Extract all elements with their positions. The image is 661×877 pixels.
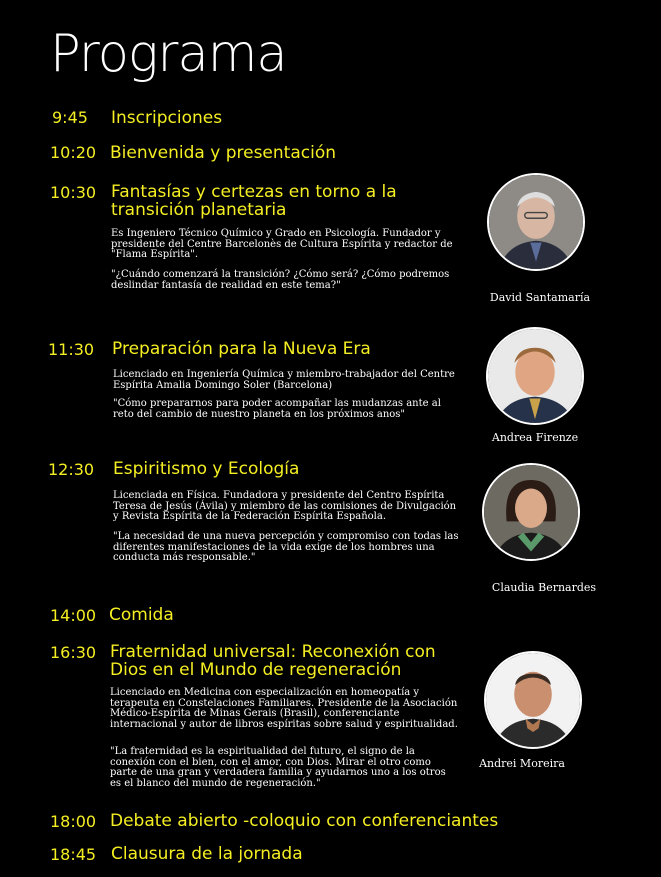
- session-title: transición planetaria: [111, 200, 287, 220]
- speaker-name: Andrei Moreira: [479, 757, 565, 770]
- session-time: 11:30: [48, 340, 95, 359]
- session-quote: "La fraternidad es la espiritualidad del futuro, el signo de la conexión con el bien, con el amor, con Dios. Mirar el otro como parte de una gran y verdadera familia y ayudarnos uno a los otros es el blanco del mundo de regeneración.": [110, 746, 446, 789]
- session-title: Fraternidad universal: Reconexión con: [110, 642, 436, 662]
- session-time: 9:45: [52, 108, 88, 127]
- speaker-photo: [484, 651, 582, 749]
- session-time: 18:00: [50, 812, 97, 831]
- session-time: 12:30: [48, 460, 95, 479]
- speaker-photo: [482, 463, 580, 561]
- speaker-photo: [487, 173, 585, 271]
- session-title: Clausura de la jornada: [111, 844, 303, 864]
- session-title: Bienvenida y presentación: [110, 143, 336, 163]
- speaker-bio: Es Ingeniero Técnico Químico y Grado en Psicología. Fundador y presidente del Centre Barcelonès de Cultura Espírita y redactor de "Flama Espírita".: [111, 228, 453, 260]
- session-time: 18:45: [50, 845, 97, 864]
- session-title: Debate abierto -coloquio con conferenciantes: [110, 811, 499, 831]
- session-quote: "¿Cuándo comenzará la transición? ¿Cómo será? ¿Cómo podremos deslindar fantasía de realidad en este tema?": [111, 269, 450, 291]
- session-title: Espiritismo y Ecología: [113, 459, 300, 479]
- speaker-name: David Santamaría: [489, 291, 591, 304]
- session-title: Inscripciones: [111, 108, 223, 128]
- session-time: 10:20: [50, 143, 97, 162]
- speaker-bio: Licenciada en Física. Fundadora y presidente del Centro Espírita Teresa de Jesús (Ávila) y miembro de las comisiones de Divulgación y Revista Espírita de la Federación Espírita Española.: [113, 490, 457, 522]
- session-time: 10:30: [50, 183, 97, 202]
- session-title: Comida: [109, 605, 174, 625]
- speaker-bio: Licenciado en Ingeniería Química y miembro-trabajador del Centre Espírita Amalia Domingo Soler (Barcelona): [113, 369, 455, 391]
- speaker-name: Andrea Firenze: [491, 431, 579, 444]
- page-title: Programa: [50, 24, 287, 84]
- session-title: Preparación para la Nueva Era: [112, 339, 371, 359]
- session-time: 16:30: [50, 643, 97, 662]
- session-quote: "La necesidad de una nueva percepción y compromiso con todas las diferentes manifestaciones de la vida exige de los hombres una conducta más responsable.": [113, 531, 459, 563]
- speaker-photo: [486, 327, 584, 425]
- session-title: Fantasías y certezas en torno a la: [111, 182, 397, 202]
- session-quote: "Cómo prepararnos para poder acompañar las mudanzas ante al reto del cambio de nuestro planeta en los próximos anos": [113, 398, 441, 420]
- speaker-bio: Licenciado en Medicina con especialización en homeopatía y terapeuta en Constelaciones Familiares. Presidente de la Asociación Médico-Espírita de Minas Gerais (Brasil), conferenciante internacional y autor de libros espíritas sobre salud y espiritualidad.: [110, 687, 458, 730]
- session-time: 14:00: [50, 606, 97, 625]
- session-title: Dios en el Mundo de regeneración: [110, 660, 402, 680]
- speaker-name: Claudia Bernardes: [491, 581, 597, 594]
